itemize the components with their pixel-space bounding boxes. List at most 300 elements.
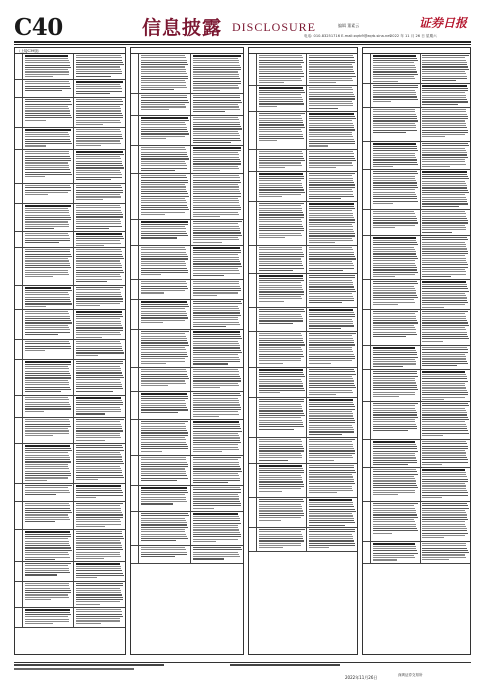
text-line [373,553,418,554]
original-text-cell [257,112,307,149]
text-line [422,371,465,373]
text-line [309,180,354,181]
text-line [309,323,354,324]
text-line [193,58,238,59]
row-number-cell [131,330,139,367]
text-line [259,372,304,373]
text-line [259,360,302,361]
text-line [373,350,417,351]
text-line [193,393,240,394]
text-line [25,254,72,255]
text-line [422,227,466,228]
text-line [193,341,239,342]
text-line [309,187,355,188]
text-line [259,71,303,72]
text-line [193,122,240,123]
text-line [193,85,239,86]
text-line [25,287,71,289]
text-line [373,286,415,287]
text-line [373,274,415,275]
revised-text-cell [307,464,357,497]
text-line [76,495,123,496]
text-line [25,592,72,593]
text-line [373,127,417,128]
text-line [193,263,241,264]
text-line [25,167,70,168]
text-line [193,459,239,460]
text-line [193,315,241,316]
text-line [25,572,71,573]
text-line [422,510,465,511]
table-row [131,54,243,94]
text-line [193,541,217,542]
text-line [373,464,408,465]
text-line [25,221,68,222]
revised-text-cell [307,528,357,551]
text-line [422,433,468,434]
text-line [141,221,188,223]
text-line [259,287,303,288]
revised-text-cell [74,310,125,339]
table-row [131,546,243,564]
text-line [141,457,186,458]
text-line [193,60,239,61]
text-line [373,517,418,518]
text-line [422,276,451,277]
text-line [373,123,415,124]
text-line [259,404,302,405]
original-text-cell [257,528,307,551]
revised-text-cell [74,582,125,607]
text-line [422,109,466,110]
text-line [25,397,68,398]
text-line [193,363,229,364]
text-line [422,69,468,70]
text-line [25,249,70,250]
text-line [141,383,186,384]
text-line [76,143,121,144]
text-line [76,104,123,105]
text-line [25,373,71,374]
text-line [25,448,72,449]
text-line [259,354,304,355]
text-line [373,471,418,472]
text-line [76,110,122,111]
text-line [422,528,467,529]
text-line [422,101,468,102]
text-line [259,156,304,157]
text-line [193,157,240,158]
text-line [259,460,288,461]
text-line [141,393,188,395]
text-line [422,390,467,391]
text-line [309,182,355,183]
text-line [259,390,305,391]
text-line [141,336,186,337]
text-line [76,366,121,367]
text-line [309,80,353,81]
text-line [193,374,240,375]
text-line [373,455,416,456]
text-line [259,529,305,530]
text-line [76,238,124,239]
text-line [141,306,189,307]
text-line [309,509,355,510]
text-line [76,163,123,164]
revised-text-cell [74,396,125,417]
text-line [373,490,415,491]
text-line [309,96,355,97]
text-line [309,328,341,329]
text-line [193,100,241,101]
original-text-cell [139,300,191,329]
text-line [309,467,355,468]
row-number-cell [15,582,23,607]
text-line [259,465,303,467]
text-line [259,228,304,229]
text-line [193,487,240,488]
text-line [141,333,186,334]
text-line [193,468,241,469]
text-line [259,491,282,492]
text-line [422,183,466,184]
table-row [363,542,470,564]
revised-text-cell [191,392,243,419]
row-number-cell [15,562,23,581]
text-line [309,547,329,548]
text-line [76,346,122,347]
text-line [25,219,72,220]
text-line [373,421,416,422]
text-line [141,354,188,355]
text-line [422,352,468,353]
text-line [25,599,51,600]
row-number-cell [131,456,139,485]
text-line [259,335,302,336]
text-line [76,592,122,593]
text-line [193,261,240,262]
text-line [309,224,352,225]
original-text-cell [139,546,191,563]
text-line [373,220,418,221]
text-line [25,174,72,175]
row-number-cell [131,220,139,245]
text-line [422,284,467,285]
text-line [25,475,72,476]
text-line [422,269,465,270]
text-line [259,165,302,166]
text-line [422,358,466,359]
text-line [422,57,465,58]
text-line [76,301,123,302]
text-line [25,468,70,469]
text-line [193,549,242,550]
original-text-cell [257,498,307,527]
text-line [76,556,122,557]
text-line [373,101,391,102]
text-line [373,260,415,261]
text-line [25,334,59,335]
text-line [76,573,123,574]
text-line [422,114,467,115]
text-line [259,226,304,227]
text-line [25,194,48,195]
row-number-cell [363,54,371,83]
text-line [76,566,121,567]
text-line [141,494,185,495]
text-line [373,403,418,404]
text-line [422,302,468,303]
text-line [141,100,189,101]
text-line [76,611,122,612]
text-line [193,247,240,249]
text-line [141,407,188,408]
text-line [76,205,120,206]
text-line [422,474,466,475]
text-line [373,508,416,509]
text-line [309,134,353,135]
text-line [422,472,466,473]
text-line [422,383,465,384]
text-line [76,71,122,72]
table-row [249,86,357,112]
original-text-cell [23,286,74,309]
text-line [259,477,302,478]
text-line [25,404,70,405]
text-line [25,88,72,89]
original-text-cell [371,236,421,279]
original-text-cell [139,280,191,299]
text-line [373,185,418,186]
text-line [373,92,416,93]
text-line [422,354,465,355]
text-line [76,456,122,457]
text-line [259,208,302,209]
text-line [309,425,353,426]
text-line [193,232,241,233]
text-line [25,382,69,383]
table-row [249,498,357,528]
text-line [309,105,354,106]
footer-date: 2022年11月26日 [345,675,378,680]
text-line [373,510,416,511]
text-line [25,387,71,388]
text-line [25,325,69,326]
text-line [25,158,71,159]
text-line [193,354,239,355]
text-line [193,135,240,136]
revised-text-cell [191,94,243,115]
text-line [373,244,418,245]
text-line [422,232,452,233]
text-line [422,157,468,158]
footer-note-line [14,668,134,670]
text-line [422,356,466,357]
text-line [259,289,303,290]
text-line [25,311,69,312]
text-line [25,408,72,409]
text-line [141,374,188,375]
text-line [193,525,238,526]
row-number-cell [15,310,23,339]
text-line [76,66,121,67]
text-line [76,609,122,610]
text-line [193,447,239,448]
text-line [76,243,122,244]
text-line [309,203,354,205]
text-line [141,380,186,381]
text-line [193,76,240,77]
text-line [309,247,353,248]
text-line [309,351,354,352]
text-line [76,258,124,259]
text-line [309,319,352,320]
text-line [259,203,305,204]
row-number-cell [249,398,257,437]
revised-text-cell [74,232,125,247]
text-line [141,345,189,346]
text-line [76,384,122,385]
text-line [141,205,188,206]
row-number-cell [249,332,257,367]
text-line [141,235,188,236]
text-line [309,335,353,336]
text-line [141,444,188,445]
text-line [193,480,240,481]
table-row [15,582,125,608]
text-line [422,253,468,254]
text-line [193,520,240,521]
text-line [141,76,188,77]
text-line [193,498,240,499]
editor-credit: 编辑 董素云 [338,23,360,28]
text-line [309,502,353,503]
text-line [309,518,354,519]
text-line [76,459,123,460]
text-line [76,538,124,539]
text-line [373,276,396,277]
text-line [259,470,304,471]
text-line [373,363,417,364]
text-line [373,480,416,481]
original-text-cell [257,274,307,307]
text-line [193,424,240,425]
text-line [193,444,238,445]
text-line [25,162,69,163]
text-line [25,452,69,453]
text-line [193,288,241,289]
text-line [76,314,123,315]
text-line [193,301,241,302]
text-line [259,280,305,281]
text-line [259,508,303,509]
row-number-cell [131,146,139,173]
text-line [141,152,187,153]
text-line [76,583,123,584]
text-line [422,85,467,87]
original-text-cell [371,210,421,235]
original-text-cell [371,370,421,401]
text-line [309,89,353,90]
text-line [76,428,123,429]
text-line [373,322,418,323]
text-line [25,428,68,429]
text-line [309,483,355,484]
text-line [25,83,70,84]
text-line [25,226,70,227]
text-line [193,109,240,110]
text-line [373,150,419,151]
text-line [141,520,187,521]
text-line [259,210,303,211]
text-line [373,378,415,379]
text-line [373,58,417,59]
text-line [373,249,416,250]
text-line [373,292,417,293]
row-number-cell [249,464,257,497]
text-line [141,331,189,332]
table-row [249,202,357,246]
revised-text-cell [191,368,243,391]
text-line [193,191,240,192]
text-line [422,552,468,553]
text-line [141,352,187,353]
text-line [193,117,239,118]
text-line [141,462,187,463]
text-line [25,597,69,598]
text-line [259,531,302,532]
text-line [76,245,105,246]
text-line [193,212,238,213]
text-line [309,488,353,489]
text-line [141,170,176,171]
row-number-cell [15,128,23,149]
text-line [76,549,123,550]
text-line [25,534,71,535]
text-line [373,173,418,174]
text-line [193,290,241,291]
text-line [76,558,105,559]
text-line [309,196,355,197]
text-line [309,472,356,473]
text-line [141,369,186,370]
text-line [141,313,187,314]
text-line [259,122,304,123]
text-line [309,254,355,255]
text-line [76,76,111,77]
text-line [25,106,69,107]
text-line [422,274,466,275]
revised-text-cell [421,54,470,83]
text-line [193,319,239,320]
text-line [373,313,415,314]
text-line [193,523,241,524]
text-line [309,252,354,253]
text-line [422,363,468,364]
text-line [25,616,68,617]
text-line [422,417,468,418]
table-row [363,440,470,468]
text-line [422,374,466,375]
text-line [259,101,304,102]
text-line [76,88,122,89]
text-line [25,368,69,369]
text-line [25,129,72,131]
text-line [373,559,398,560]
text-line [141,371,187,372]
text-line [309,511,356,512]
text-line [373,242,418,243]
